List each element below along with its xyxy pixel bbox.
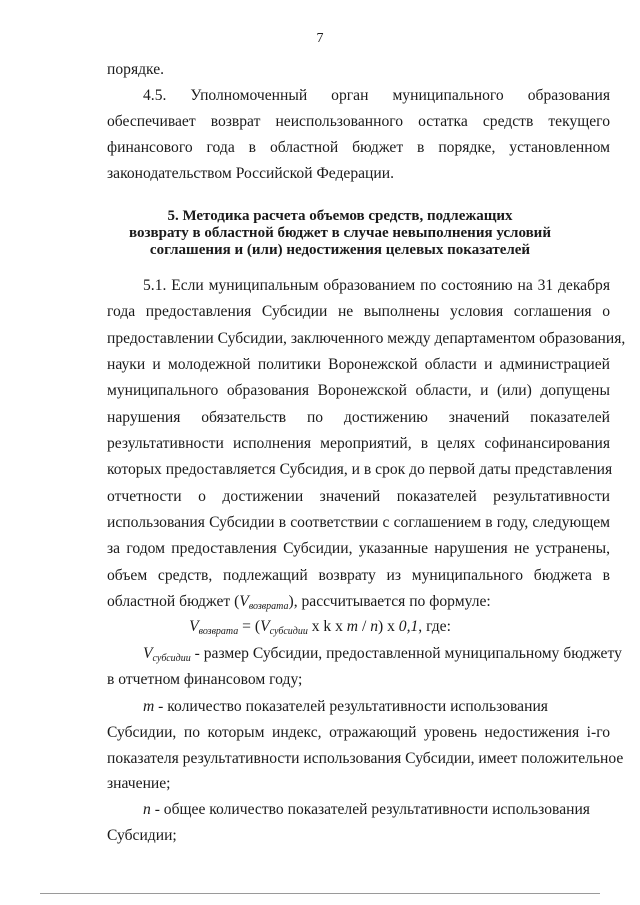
- text-line: [107, 592, 610, 617]
- subscript: возврата: [248, 601, 289, 612]
- text-fragment: - размер Субсидии, предоставленной муниципальному бюджету: [190, 645, 622, 662]
- text-line: результативности исполнения мероприятий, в целях софинансирования: [107, 435, 610, 452]
- variable-n: n: [370, 618, 378, 635]
- section-heading: соглашения и (или) недостижения целевых показателей: [149, 242, 531, 258]
- text-fragment: областной бюджет (: [107, 593, 240, 610]
- text-line: года предоставления Субсидии не выполнены условия соглашения о: [107, 303, 610, 320]
- subscript: субсидии: [269, 626, 308, 637]
- text-line: значение;: [107, 775, 171, 792]
- text-line: финансового года в областной бюджет в порядке, установленном: [107, 139, 610, 156]
- text-fragment: - количество показателей результативности использования: [154, 698, 548, 715]
- text-line: муниципального образования Воронежской области, и (или) допущены: [107, 382, 610, 399]
- variable-v: V: [239, 593, 249, 610]
- coefficient: 0,1: [398, 618, 419, 635]
- subscript: субсидии: [152, 653, 191, 664]
- formula-op: /: [358, 618, 371, 635]
- text-line: предоставлении Субсидии, заключенного между департаментом образования,: [107, 330, 626, 347]
- text-line: Субсидии, по которым индекс, отражающий уровень недостижения i-го: [107, 724, 610, 741]
- variable-v: V: [189, 618, 199, 635]
- text-line: за годом предоставления Субсидии, указанные нарушения не устранены,: [107, 540, 610, 557]
- text-fragment: - общее количество показателей результативности использования: [150, 801, 590, 818]
- page-bottom-rule: [40, 893, 600, 894]
- text-line: 5.1. Если муниципальным образованием по состоянию на 31 декабря: [143, 277, 610, 294]
- text-line: Субсидии;: [107, 827, 177, 844]
- variable-m: m: [346, 618, 359, 635]
- formula-op: x k x: [307, 618, 347, 635]
- text-line: порядке.: [107, 61, 165, 78]
- text-line: использования Субсидии в соответствии с соглашением в году, следующем: [107, 514, 610, 531]
- subscript: возврата: [198, 626, 239, 637]
- formula: [0, 617, 640, 642]
- text-line: 4.5. Уполномоченный орган муниципального образования: [143, 87, 610, 104]
- text-line: отчетности о достижении значений показателей результативности: [107, 488, 610, 505]
- page-number: 7: [316, 31, 324, 46]
- variable-v: V: [260, 618, 270, 635]
- definition-line: [143, 800, 610, 820]
- text-line: науки и молодежной политики Воронежской области и администрацией: [107, 356, 610, 373]
- section-heading: 5. Методика расчета объемов средств, подлежащих: [167, 208, 513, 224]
- text-line: нарушения обязательств по достижению значений показателей: [107, 409, 610, 426]
- text-fragment: ), рассчитывается по формуле:: [288, 593, 491, 610]
- text-line: в отчетном финансовом году;: [107, 671, 303, 688]
- definition-line: [143, 697, 610, 717]
- text-line: законодательством Российской Федерации.: [107, 165, 394, 182]
- text-line: которых предоставляется Субсидия, и в срок до первой даты представления: [107, 461, 613, 478]
- variable-n: n: [143, 801, 151, 818]
- text-line: объем средств, подлежащий возврату из муниципального бюджета в: [107, 567, 610, 584]
- formula-op: , где:: [418, 618, 451, 635]
- text-line: обеспечивает возврат неиспользованного остатка средств текущего: [107, 113, 610, 130]
- definition-line: [143, 644, 622, 669]
- text-line: показателя результативности использования Субсидии, имеет положительное: [107, 750, 624, 767]
- variable-m: m: [143, 698, 155, 715]
- section-heading: возврату в областной бюджет в случае невыполнения условий: [129, 225, 551, 241]
- formula-op: = (: [238, 618, 261, 635]
- formula-op: ) x: [378, 618, 399, 635]
- variable-v: V: [143, 645, 153, 662]
